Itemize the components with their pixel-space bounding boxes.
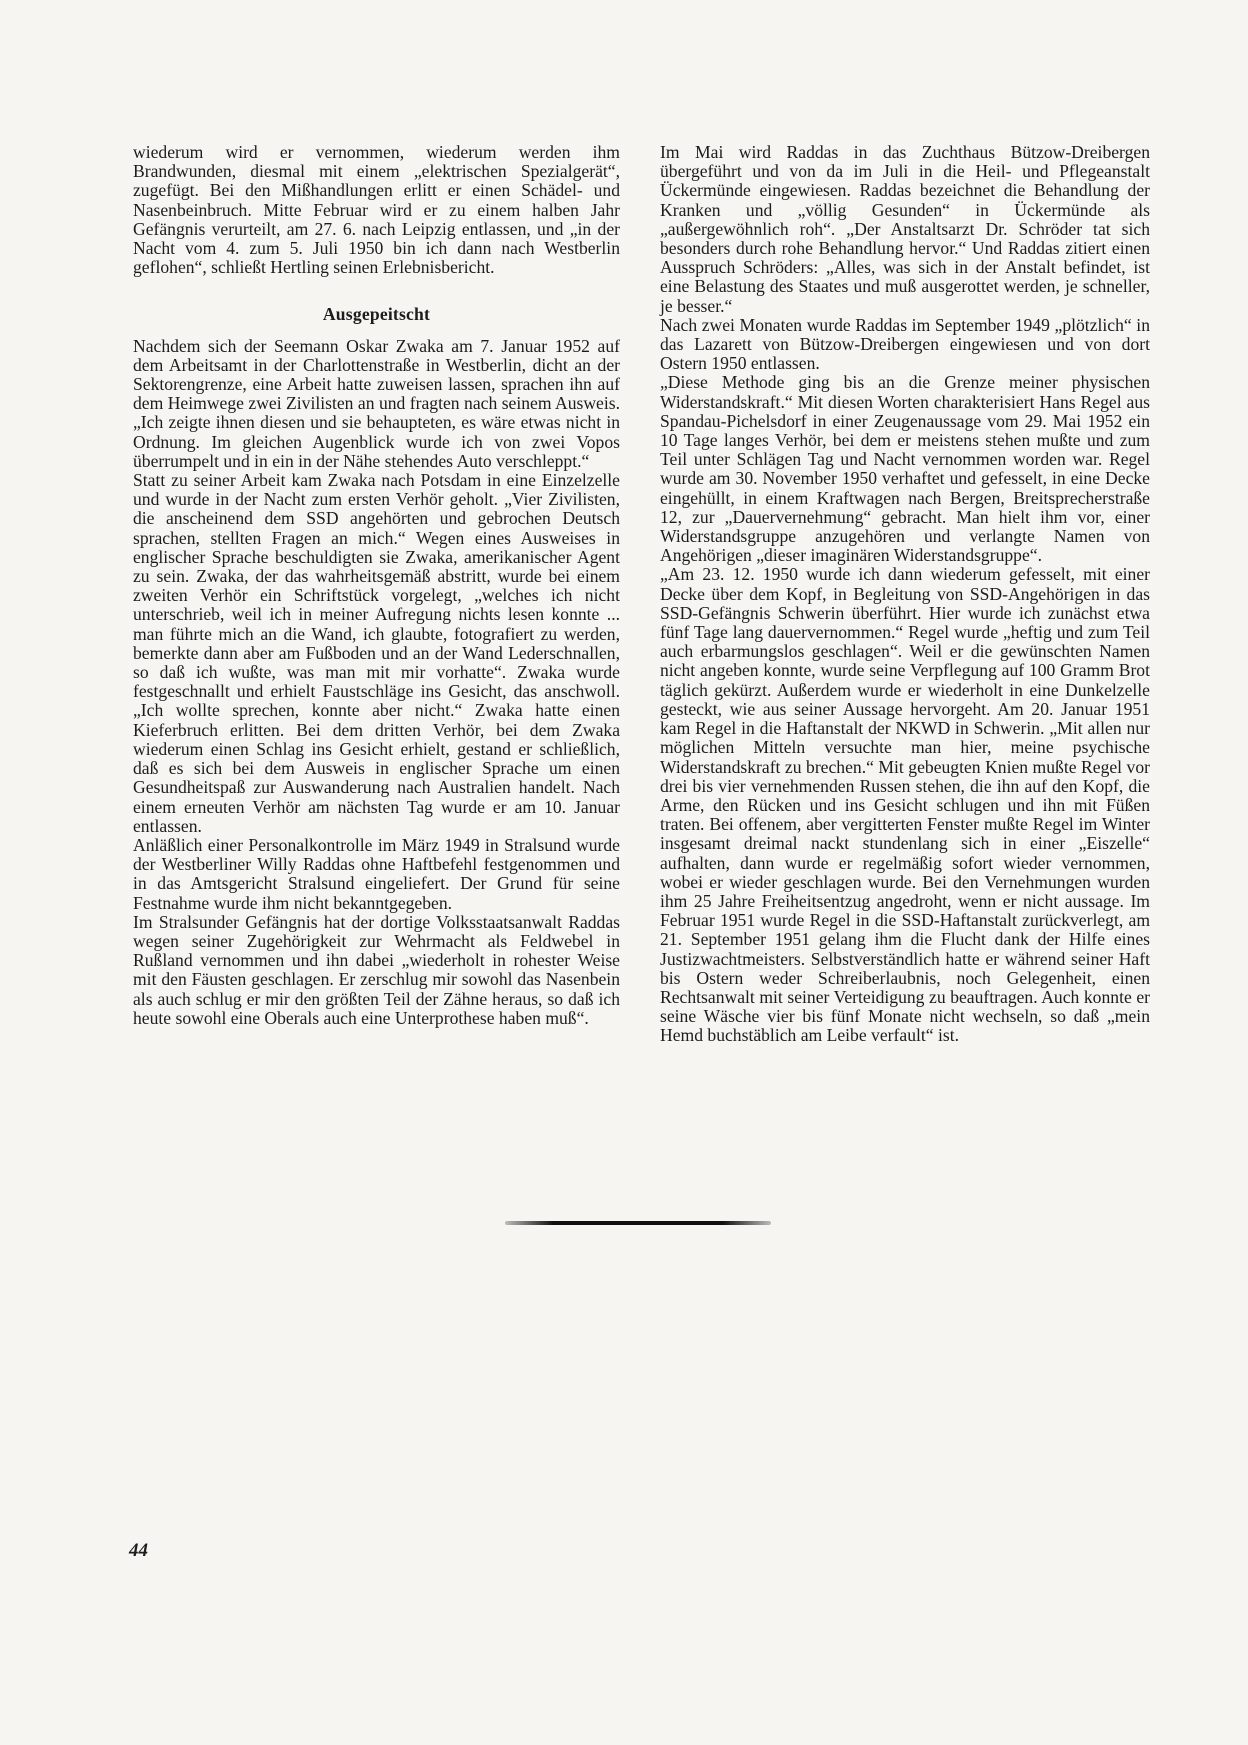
left-paragraph-4: Im Stralsunder Gefängnis hat der dortige Volksstaatsanwalt Raddas wegen seiner Zugehörigkeit zur Wehrmacht als Feldwebel in Rußland vernommen und ihn dabei „wiederholt in rohester Weise mit den Fäusten geschlagen. Er zerschlug mir sowohl das Nasenbein als auch schlug er mir den größten Teil der Zähne heraus, so daß ich heute sowohl eine Oberals auch eine Unterprothese haben muß“. [133, 911, 620, 1028]
right-paragraph-1: Im Mai wird Raddas in das Zuchthaus Bützow-Dreibergen übergeführt und von da im Juli in die Heil- und Pflegeanstalt Ückermünde eingewiesen. Raddas bezeichnet die Behandlung der Kranken und „völlig Gesunden“ in Ückermünde als „außergewöhnlich roh“. „Der Anstaltsarzt Dr. Schröder tat sich besonders durch rohe Behandlung hervor.“ Und Raddas zitiert einen Ausspruch Schröders: „Alles, was sich in der Anstalt befindet, ist eine Belastung des Staates und muß ausgerottet werden, je schneller, je besser.“ [660, 142, 1150, 316]
right-paragraph-3: „Diese Methode ging bis an die Grenze meiner physischen Widerstandskraft.“ Mit diesen Worten charakterisiert Hans Regel aus Spandau-Pichelsdorf in einer Zeugenaussage vom 29. Mai 1952 ein 10 Tage langes Verhör, bei dem er meistens stehen mußte und zum Teil unter Schlägen Tag und Nacht vernommen worden war. Regel wurde am 30. November 1950 verhaftet und gefesselt, in eine Decke eingehüllt, in einem Kraftwagen nach Bergen, Breitsprecherstraße 12, zur „Dauervernehmung“ gebracht. Man hielt ihm vor, einer Widerstandsgruppe anzugehören und verlangte Namen von Angehörigen „dieser imaginären Widerstandsgruppe“. [660, 372, 1150, 566]
right-paragraph-4: „Am 23. 12. 1950 wurde ich dann wiederum gefesselt, mit einer Decke über dem Kopf, in Begleitung von SSD-Angehörigen in das SSD-Gefängnis Schwerin überführt. Hier wurde ich zunächst etwa fünf Tage lang dauervernommen.“ Regel wurde „heftig und zum Teil auch erbarmungslos geschlagen“. Weil er die gewünschten Namen nicht angeben konnte, wurde seine Verpflegung auf 100 Gramm Brot täglich gekürzt. Außerdem wurde er wiederholt in eine Dunkelzelle gesteckt, wie aus seiner Aussage hervorgeht. Am 20. Januar 1951 kam Regel in die Haftanstalt der NKWD in Schwerin. „Mit allen nur möglichen Mitteln versuchte man hier, meine psychische Widerstandskraft zu brechen.“ Mit gebeugten Knien mußte Regel vor drei bis vier vernehmenden Russen stehen, die ihn auf den Kopf, die Arme, den Rücken und ins Gesicht schlugen und ihn mit Füßen traten. Bei offenem, aber vergitterten Fenster mußte Regel im Winter insgesamt dreimal nackt stundenlang sich in einer „Eiszelle“ aufhalten, dann wurde er regelmäßig sofort wieder vernommen, wobei er wieder geschlagen wurde. Bei den Vernehmungen wurden ihm 25 Jahre Freiheitsentzug angedroht, wenn er nicht aussage. Im Februar 1951 wurde Regel in die SSD-Haftanstalt zurückverlegt, am 21. September 1951 gelang ihm die Flucht dank der Hilfe eines Justizwachtmeisters. Selbstverständlich hatte er während seiner Haft bis Ostern weder Schreiberlaubnis, noch Gelegenheit, einen Rechtsanwalt mit seiner Verteidigung zu beauftragen. Auch konnte er seine Wäsche vier bis fünf Monate nicht wechseln, so daß „mein Hemd buchstäblich am Leibe verfault“ ist. [660, 564, 1150, 1046]
left-paragraph-3: Anläßlich einer Personalkontrolle im März 1949 in Stralsund wurde der Westberliner Willy Raddas ohne Haftbefehl festgenommen und in das Amtsgericht Stralsund eingeliefert. Der Grund für seine Festnahme wurde ihm nicht bekanntgegeben. [133, 834, 620, 913]
end-divider-rule [505, 1221, 771, 1225]
section-heading: Ausgepeitscht [322, 304, 431, 325]
right-column [660, 143, 1150, 1046]
left-paragraph-2: Statt zu seiner Arbeit kam Zwaka nach Potsdam in eine Einzelzelle und wurde in der Nacht zum ersten Verhör geholt. „Vier Zivilisten, die anscheinend dem SSD angehörten und gebrochen Deutsch sprachen, stellten Fragen an mich.“ Wegen eines Ausweises in englischer Sprache beschuldigten sie Zwaka, amerikanischer Agent zu sein. Zwaka, der das wahrheitsgemäß abstritt, wurde bei einem zweiten Verhör ein Schriftstück vorgelegt, „welches ich nicht unterschrieb, weil ich in meiner Aufregung nichts lesen konnte ... man führte mich an die Wand, ich glaubte, fotografiert zu werden, bemerkte dann aber am Fußboden und an der Wand Lederschnallen, so daß ich wußte, was man mit mir vorhatte“. Zwaka wurde festgeschnallt und erhielt Faustschläge ins Gesicht, das anschwoll. „Ich wollte sprechen, konnte aber nicht.“ Zwaka hatte einen Kieferbruch erlitten. Bei dem dritten Verhör, bei dem Zwaka wiederum einen Schlag ins Gesicht erhielt, gestand er schließlich, daß es sich bei dem Ausweis in englischer Sprache um einen Gesundheitspaß zur Auswanderung nach Australien handelt. Nach einem erneuten Verhör am nächsten Tag wurde er am 10. Januar entlassen. [133, 470, 620, 836]
left-column [133, 143, 620, 1028]
right-paragraph-2: Nach zwei Monaten wurde Raddas im September 1949 „plötzlich“ in das Lazarett von Bützow-Dreibergen eingewiesen und von dort Ostern 1950 entlassen. [660, 314, 1150, 374]
left-intro-paragraph: wiederum wird er vernommen, wiederum werden ihm Brandwunden, diesmal mit einem „elektrischen Spezialgerät“, zugefügt. Bei den Mißhandlungen erlitt er einen Schädel- und Nasenbeinbruch. Mitte Februar wird er zu einem halben Jahr Gefängnis verurteilt, am 27. 6. nach Leipzig entlassen, und „in der Nacht vom 4. zum 5. Juli 1950 bin ich dann nach Westberlin geflohen“, schließt Hertling seinen Erlebnisbericht. [133, 142, 620, 278]
page-number: 44 [129, 1540, 148, 1561]
left-paragraph-1: Nachdem sich der Seemann Oskar Zwaka am 7. Januar 1952 auf dem Arbeitsamt in der Charlottenstraße in Westberlin, dicht an der Sektorengrenze, eine Arbeit hatte zuweisen lassen, sprachen ihn auf dem Heimwege zwei Zivilisten an und fragten nach seinem Ausweis. „Ich zeigte ihnen diesen und sie behaupteten, es wäre etwas nicht in Ordnung. Im gleichen Augenblick wurde ich von zwei Vopos überrumpelt und in ein in der Nähe stehendes Auto verschleppt.“ [133, 335, 620, 471]
